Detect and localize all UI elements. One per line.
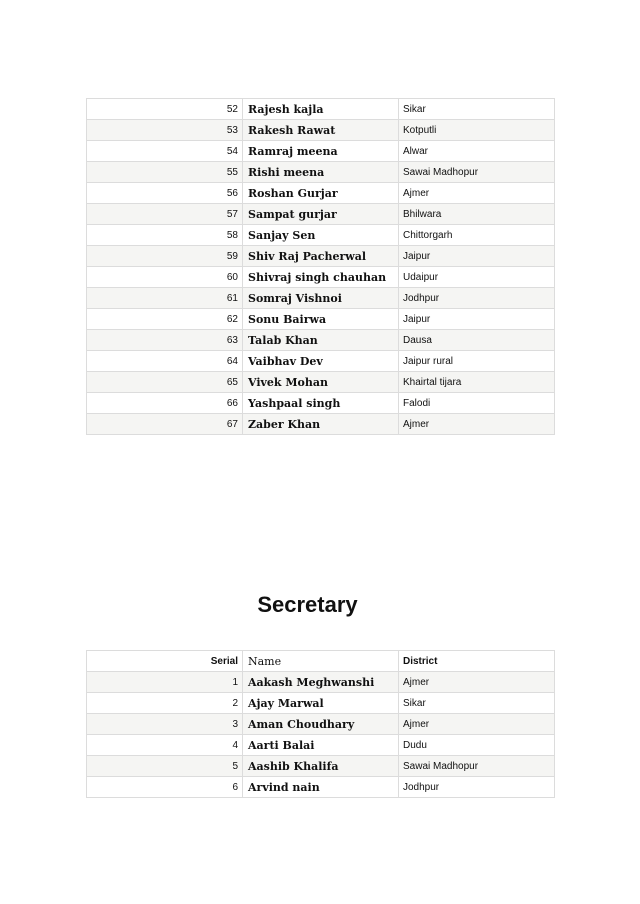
name-cell: Shiv Raj Pacherwal bbox=[243, 246, 399, 267]
column-header-district: District bbox=[399, 651, 555, 672]
district-cell: Sikar bbox=[399, 99, 555, 120]
serial-cell: 6 bbox=[87, 777, 243, 798]
table-row bbox=[87, 756, 555, 777]
name-cell: Sampat gurjar bbox=[243, 204, 399, 225]
serial-cell: 5 bbox=[87, 756, 243, 777]
table-row bbox=[87, 372, 555, 393]
table-row bbox=[87, 330, 555, 351]
table-row bbox=[87, 246, 555, 267]
name-cell: Aashib Khalifa bbox=[243, 756, 399, 777]
name-cell: Yashpaal singh bbox=[243, 393, 399, 414]
serial-cell: 62 bbox=[87, 309, 243, 330]
name-cell: Sanjay Sen bbox=[243, 225, 399, 246]
district-cell: Jodhpur bbox=[399, 777, 555, 798]
district-cell: Ajmer bbox=[399, 183, 555, 204]
members-table-continued bbox=[86, 98, 555, 435]
serial-cell: 2 bbox=[87, 693, 243, 714]
section-heading: Secretary bbox=[257, 592, 358, 617]
serial-cell: 57 bbox=[87, 204, 243, 225]
serial-cell: 53 bbox=[87, 120, 243, 141]
table-row bbox=[87, 672, 555, 693]
serial-cell: 64 bbox=[87, 351, 243, 372]
district-cell: Khairtal tijara bbox=[399, 372, 555, 393]
name-cell: Aakash Meghwanshi bbox=[243, 672, 399, 693]
table-row bbox=[87, 693, 555, 714]
table-header-row bbox=[87, 651, 555, 672]
name-cell: Vivek Mohan bbox=[243, 372, 399, 393]
secretary-table bbox=[86, 650, 555, 798]
serial-cell: 66 bbox=[87, 393, 243, 414]
name-cell: Rajesh kajla bbox=[243, 99, 399, 120]
name-cell: Aman Choudhary bbox=[243, 714, 399, 735]
name-cell: Shivraj singh chauhan bbox=[243, 267, 399, 288]
district-cell: Jaipur bbox=[399, 309, 555, 330]
serial-cell: 60 bbox=[87, 267, 243, 288]
serial-cell: 58 bbox=[87, 225, 243, 246]
table-row bbox=[87, 414, 555, 435]
name-cell: Zaber Khan bbox=[243, 414, 399, 435]
serial-cell: 55 bbox=[87, 162, 243, 183]
name-cell: Aarti Balai bbox=[243, 735, 399, 756]
district-cell: Jodhpur bbox=[399, 288, 555, 309]
district-cell: Ajmer bbox=[399, 714, 555, 735]
table-row bbox=[87, 120, 555, 141]
serial-cell: 4 bbox=[87, 735, 243, 756]
name-cell: Talab Khan bbox=[243, 330, 399, 351]
serial-cell: 1 bbox=[87, 672, 243, 693]
table-row bbox=[87, 267, 555, 288]
table-row bbox=[87, 225, 555, 246]
table-row bbox=[87, 99, 555, 120]
name-cell: Vaibhav Dev bbox=[243, 351, 399, 372]
name-cell: Somraj Vishnoi bbox=[243, 288, 399, 309]
district-cell: Udaipur bbox=[399, 267, 555, 288]
district-cell: Ajmer bbox=[399, 414, 555, 435]
table-row bbox=[87, 288, 555, 309]
serial-cell: 63 bbox=[87, 330, 243, 351]
serial-cell: 56 bbox=[87, 183, 243, 204]
district-cell: Jaipur bbox=[399, 246, 555, 267]
table-row bbox=[87, 204, 555, 225]
serial-cell: 67 bbox=[87, 414, 243, 435]
column-header-serial: Serial bbox=[87, 651, 243, 672]
name-cell: Rishi meena bbox=[243, 162, 399, 183]
table-row bbox=[87, 162, 555, 183]
serial-cell: 54 bbox=[87, 141, 243, 162]
table-row bbox=[87, 714, 555, 735]
district-cell: Sikar bbox=[399, 693, 555, 714]
table-row bbox=[87, 777, 555, 798]
name-cell: Rakesh Rawat bbox=[243, 120, 399, 141]
district-cell: Sawai Madhopur bbox=[399, 162, 555, 183]
table-row bbox=[87, 735, 555, 756]
serial-cell: 61 bbox=[87, 288, 243, 309]
district-cell: Alwar bbox=[399, 141, 555, 162]
table-row bbox=[87, 141, 555, 162]
table-row bbox=[87, 393, 555, 414]
serial-cell: 65 bbox=[87, 372, 243, 393]
table-row bbox=[87, 309, 555, 330]
district-cell: Ajmer bbox=[399, 672, 555, 693]
column-header-name: Name bbox=[243, 651, 399, 672]
serial-cell: 59 bbox=[87, 246, 243, 267]
table-row bbox=[87, 183, 555, 204]
district-cell: Falodi bbox=[399, 393, 555, 414]
district-cell: Sawai Madhopur bbox=[399, 756, 555, 777]
district-cell: Bhilwara bbox=[399, 204, 555, 225]
serial-cell: 3 bbox=[87, 714, 243, 735]
name-cell: Sonu Bairwa bbox=[243, 309, 399, 330]
district-cell: Chittorgarh bbox=[399, 225, 555, 246]
district-cell: Jaipur rural bbox=[399, 351, 555, 372]
serial-cell: 52 bbox=[87, 99, 243, 120]
name-cell: Ajay Marwal bbox=[243, 693, 399, 714]
district-cell: Dudu bbox=[399, 735, 555, 756]
district-cell: Kotputli bbox=[399, 120, 555, 141]
name-cell: Roshan Gurjar bbox=[243, 183, 399, 204]
name-cell: Ramraj meena bbox=[243, 141, 399, 162]
name-cell: Arvind nain bbox=[243, 777, 399, 798]
table-row bbox=[87, 351, 555, 372]
district-cell: Dausa bbox=[399, 330, 555, 351]
